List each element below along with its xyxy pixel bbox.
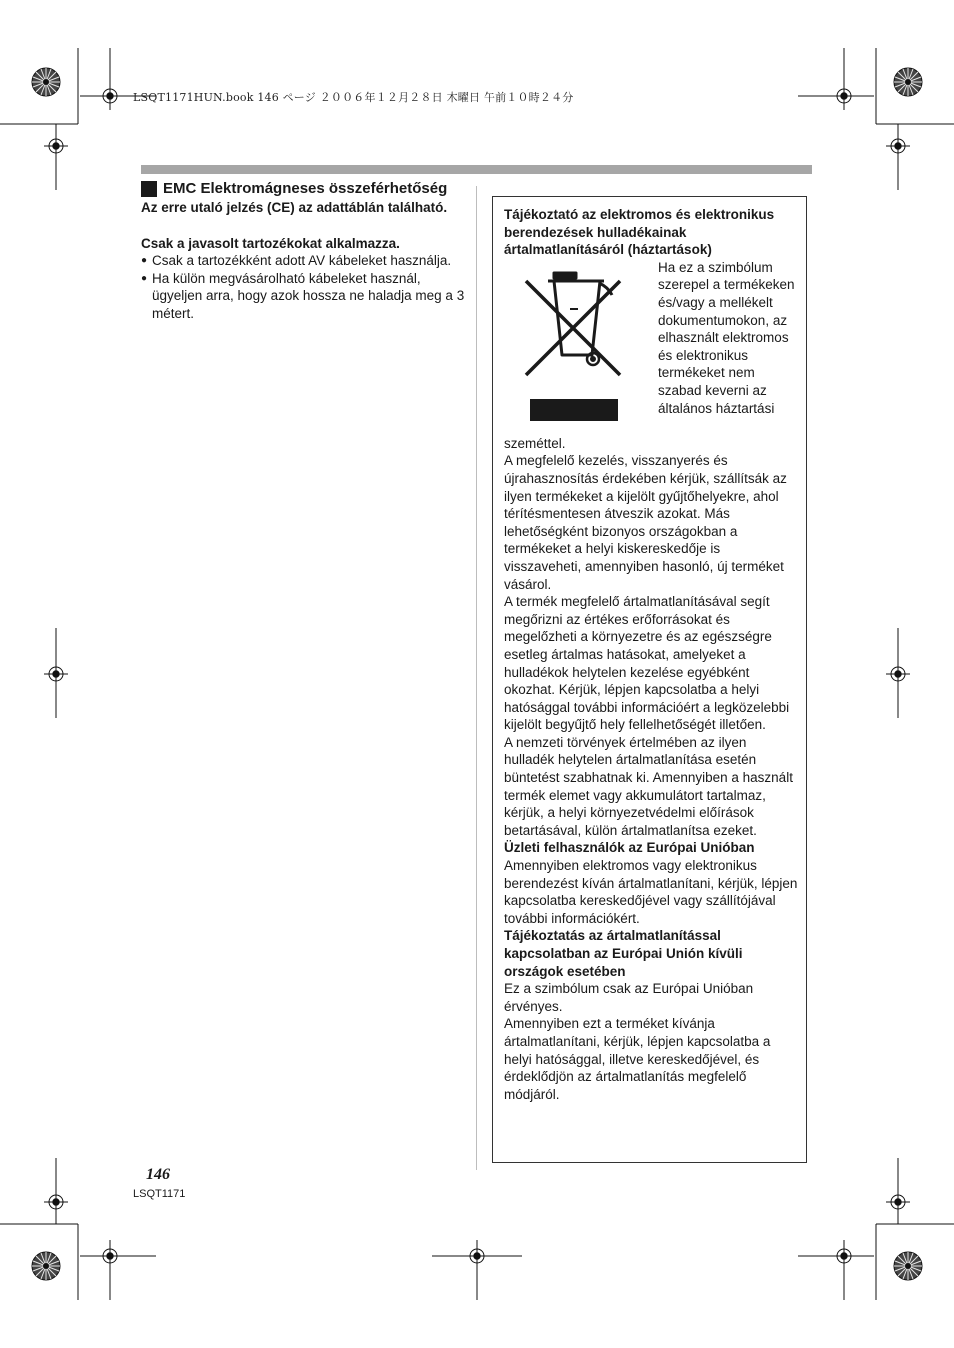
bullet-icon: ●	[141, 255, 148, 266]
section-top-bar	[141, 165, 812, 174]
list-item: ● Ha külön megvásárolható kábeleket használ, ügyeljen arra, hogy azok hossza ne haladja meg a 3 métert.	[141, 270, 465, 321]
paragraph: A megfelelő kezelés, visszanyerés és újrahasznosítás érdekében kérjük, szállítsák az ilyen termékeket a kijelölt gyűjtőhelyekre, ahol térítésmentesen átveszik azokat. Más lehetőségként bizonyos országokban a termékeket a helyi kiskereskedője is visszaveheti, amennyiben hasonló, új terméket vásárol.	[504, 453, 787, 592]
print-header: LSQT1171HUN.book 146 ページ ２００６年１２月２８日 木曜日 午前１０時２４分	[133, 91, 574, 104]
weee-box-title: Tájékoztató az elektromos és elektronikus berendezések hulladékainak ártalmatlanításáról (háztartások)	[504, 207, 775, 258]
left-column	[141, 180, 471, 322]
paragraph: Amennyiben ezt a terméket kívánja ártalmatlanítani, kérjük, lépjen kapcsolatba a helyi hatósággal, illetve kereskedőjével, és érdeklődjön az ártalmatlanítás megfelelő módjáról.	[504, 1016, 771, 1102]
section-heading	[141, 180, 471, 198]
symbol-description: Ha ez a szimbólum szerepel a termékeken és/vagy a mellékelt dokumentumokon, az elhasznált elektromos és elektronikus termékeket nem szabad keverni az általános háztartási	[658, 259, 795, 416]
symbol-description-cont: szeméttel.	[504, 435, 566, 451]
corner-mark-bottom-left	[0, 1158, 156, 1300]
document-code: LSQT1171	[133, 1188, 186, 1200]
weee-symbol	[504, 259, 658, 435]
accessory-heading: Csak a javasolt tartozékokat alkalmazza.	[141, 235, 400, 251]
business-heading: Üzleti felhasználók az Európai Unióban	[504, 840, 755, 856]
section-heading-text: EMC Elektromágneses összeférhetőség	[163, 180, 448, 197]
list-item: ● Csak a tartozékként adott AV kábeleket használja.	[141, 253, 452, 268]
corner-mark-bottom-right	[798, 1158, 954, 1300]
page-number: 146	[146, 1166, 170, 1183]
paragraph: A termék megfelelő ártalmatlanításával segít megőrizni az értékes erőforrásokat és megelőzheti a környezetre és az egészségre esetleg ártalmas hatásokat, amelyeket a hulladékok helytelen kezelése egyébként okozhat. Kérjük, lépjen kapcsolatba a helyi hatósággal további információért a legközelebbi kijelölt begyűjtő hely fellelhetőségét illetően.	[504, 594, 790, 733]
crossed-out-wheelie-bin-icon	[504, 259, 658, 435]
column-divider	[476, 186, 477, 1170]
outside-eu-heading: Tájékoztatás az ártalmatlanítással kapcsolatban az Európai Unión kívüli országok esetében	[504, 928, 743, 979]
corner-mark-top-left	[0, 48, 156, 190]
corner-mark-top-right	[798, 48, 954, 190]
paragraph: Ez a szimbólum csak az Európai Unióban érvényes.	[504, 981, 754, 1014]
paragraph: Amennyiben elektromos vagy elektronikus berendezést kíván ártalmatlanítani, kérjük, lépjen kapcsolatba kereskedőjével vagy szállítójával további információkért.	[504, 858, 798, 926]
weee-info-box	[492, 196, 807, 1163]
paragraph: A nemzeti törvények értelmében az ilyen hulladék helytelen ártalmatlanítása esetén büntetést szabhatnak ki. Amennyiben a használt termék elemet vagy akkumulátort tartalmaz, kérjük, a helyi környezetvédelmi előírások betartásával, külön ártalmatlanítsa ezeket.	[504, 734, 793, 838]
ce-note: Az erre utaló jelzés (CE) az adattáblán található.	[141, 200, 448, 215]
bullet-icon: ●	[141, 272, 148, 284]
black-square-icon	[141, 181, 157, 197]
